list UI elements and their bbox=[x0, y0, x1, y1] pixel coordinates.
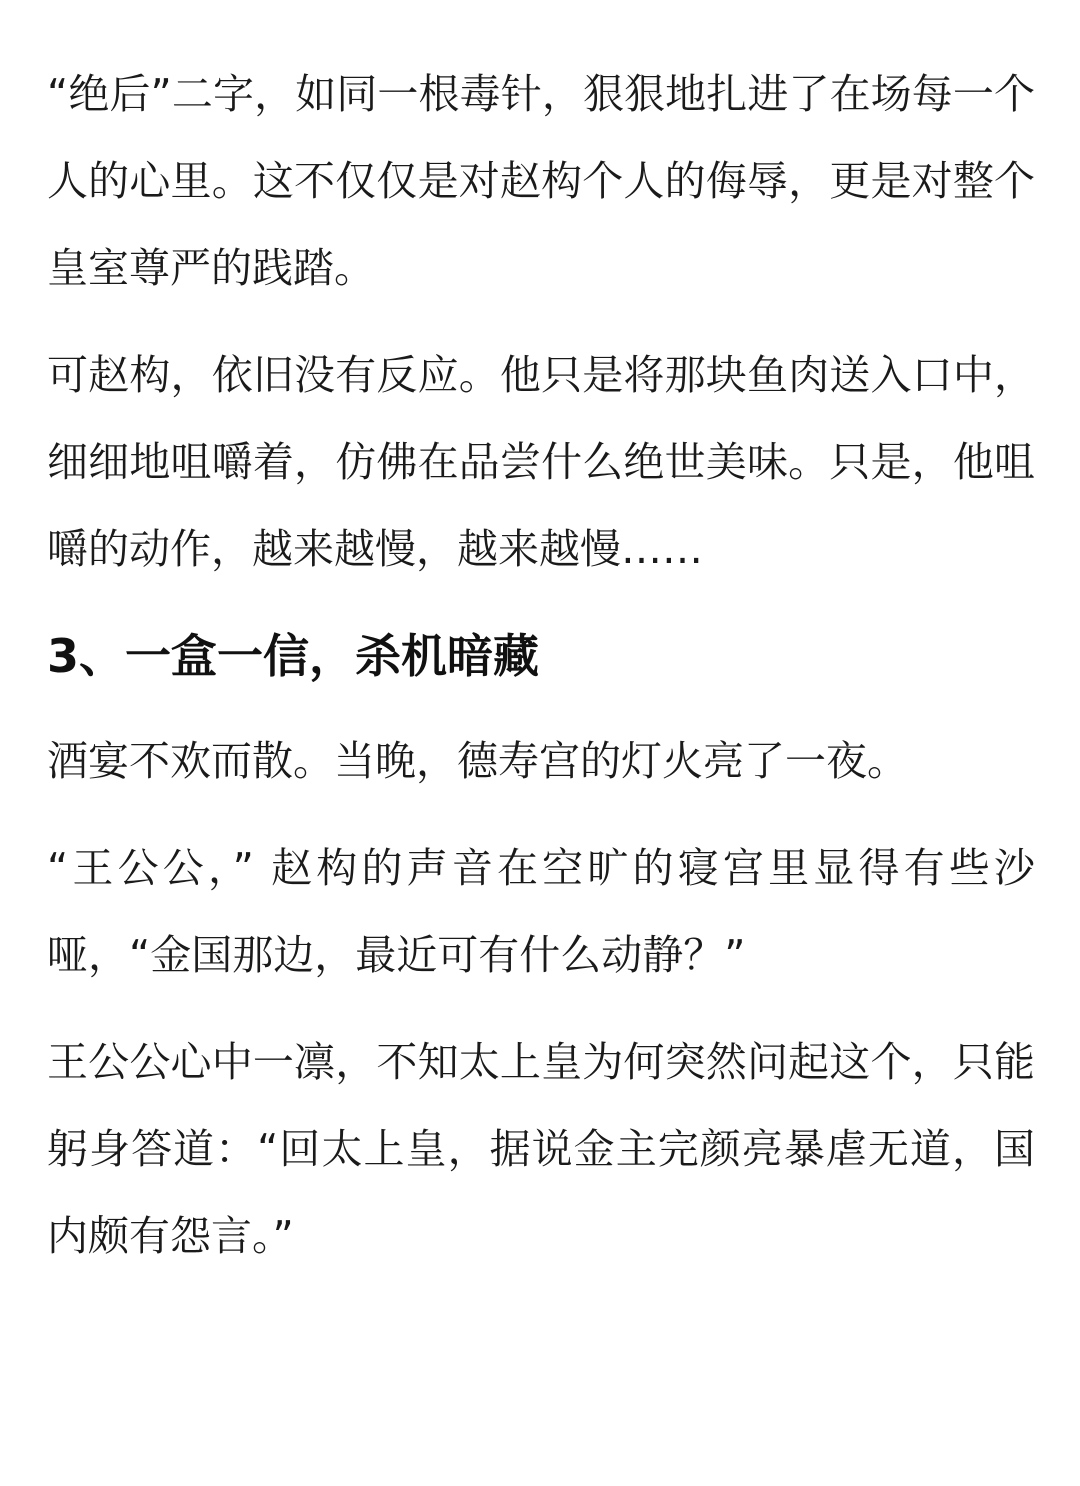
paragraph: 酒宴不欢而散。当晚，德寿宫的灯火亮了一夜。 bbox=[47, 737, 908, 785]
article-body bbox=[47, 51, 1035, 1300]
section-heading: 3、一盒一信，杀机暗藏 bbox=[47, 629, 540, 683]
paragraph: 可赵构，依旧没有反应。他只是将那块鱼肉送入口中，细细地咀嚼着，仿佛在品尝什么绝世美味。只是，他咀嚼的动作，越来越慢，越来越慢…… bbox=[47, 351, 1035, 573]
paragraph: 王公公心中一凛，不知太上皇为何突然问起这个，只能躬身答道：“回太上皇，据说金主完颜亮暴虐无道，国内颇有怨言。” bbox=[47, 1038, 1035, 1260]
paragraph: “绝后”二字，如同一根毒针，狠狠地扎进了在场每一个人的心里。这不仅仅是对赵构个人的侮辱，更是对整个皇室尊严的践踏。 bbox=[47, 70, 1035, 292]
paragraph: “王公公，” 赵构的声音在空旷的寝宫里显得有些沙哑，“金国那边，最近可有什么动静？” bbox=[47, 844, 1035, 979]
